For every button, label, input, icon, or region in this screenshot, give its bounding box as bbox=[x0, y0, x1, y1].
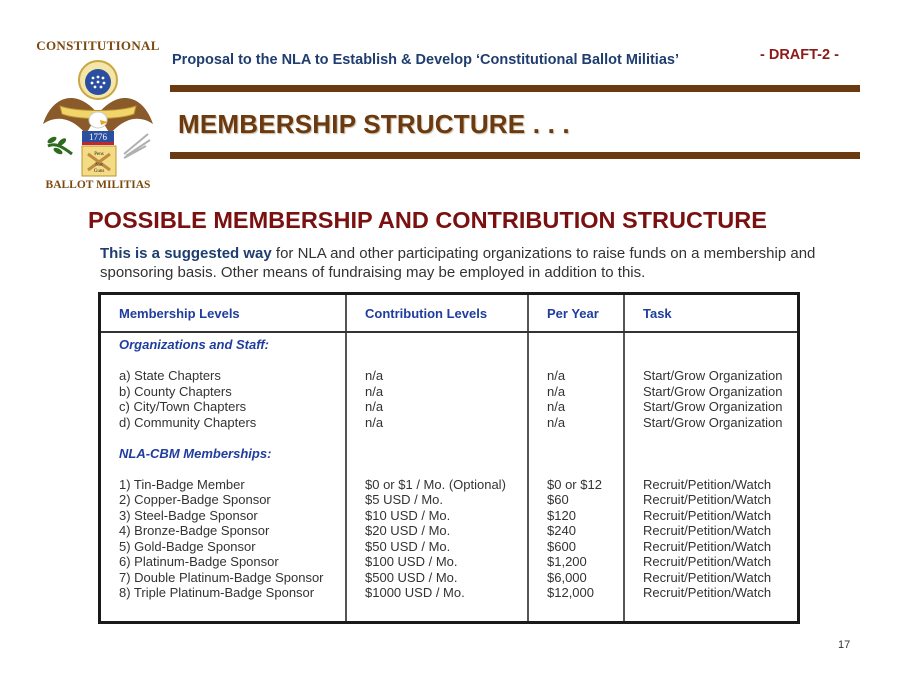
table-cell-contribution: $100 USD / Mo. bbox=[365, 554, 458, 569]
table-cell-task: Recruit/Petition/Watch bbox=[643, 538, 772, 554]
svg-text:Not: Not bbox=[95, 163, 103, 168]
header-divider-top bbox=[170, 85, 860, 92]
table-cell-contribution: n/a bbox=[365, 368, 384, 383]
column-header-task: Task bbox=[624, 294, 799, 333]
table-cell-level: 7) Double Platinum-Badge Sponsor bbox=[119, 569, 324, 585]
intro-emphasis: This is a suggested way bbox=[100, 245, 272, 262]
table-cell-level: d) Community Chapters bbox=[119, 414, 257, 430]
table-cell-task: Recruit/Petition/Watch bbox=[643, 476, 772, 492]
table-cell-per-year: n/a bbox=[547, 414, 566, 430]
eagle-emblem-icon bbox=[38, 54, 158, 179]
table-cell-contribution: $1000 USD / Mo. bbox=[365, 585, 465, 600]
constitutional-ballot-militias-logo bbox=[33, 38, 163, 198]
table-cell-contribution: n/a bbox=[365, 383, 384, 399]
column-header-per-year: Per Year bbox=[528, 294, 624, 333]
table-cell-level: 4) Bronze-Badge Sponsor bbox=[119, 523, 270, 538]
group-title: Organizations and Staff: bbox=[119, 337, 269, 352]
table-cell-level: 3) Steel-Badge Sponsor bbox=[119, 507, 258, 523]
table-cell-task: Start/Grow Organization bbox=[643, 383, 783, 399]
table-cell-per-year: $60 bbox=[547, 492, 569, 507]
draft-label: - DRAFT-2 - bbox=[760, 47, 839, 63]
section-title: MEMBERSHIP STRUCTURE . . . bbox=[178, 109, 570, 139]
logo-year: 1776 bbox=[89, 132, 107, 142]
membership-table bbox=[98, 292, 800, 624]
svg-text:Guns: Guns bbox=[93, 169, 105, 174]
table-cell-task: Recruit/Petition/Watch bbox=[643, 507, 772, 523]
table-cell-task: Start/Grow Organization bbox=[643, 414, 783, 430]
group-title: NLA-CBM Memberships: bbox=[119, 445, 272, 461]
intro-paragraph bbox=[100, 244, 820, 282]
table-cell-level: 8) Triple Platinum-Badge Sponsor bbox=[119, 585, 315, 600]
table-cell-contribution: n/a bbox=[365, 399, 384, 414]
table-cell-contribution: $5 USD / Mo. bbox=[365, 492, 444, 507]
table-cell-per-year: $0 or $12 bbox=[547, 476, 602, 492]
table-header-row bbox=[100, 294, 799, 333]
table-cell-per-year: $6,000 bbox=[547, 569, 587, 585]
per-year-cell bbox=[528, 332, 624, 622]
table-cell-per-year: $12,000 bbox=[547, 585, 594, 600]
table-cell-task: Recruit/Petition/Watch bbox=[643, 569, 772, 585]
table-cell-contribution: $0 or $1 / Mo. (Optional) bbox=[365, 476, 506, 492]
table-cell-level: a) State Chapters bbox=[119, 368, 221, 383]
intro-text: for NLA and other participating organizations to raise funds on a membership and sponsoring basis. Other means of fundraising may be employed in addition to this. bbox=[100, 245, 816, 281]
table-cell-task: Start/Grow Organization bbox=[643, 368, 783, 383]
table-cell-per-year: $120 bbox=[547, 507, 576, 523]
document-header-title: Proposal to the NLA to Establish & Develop ‘Constitutional Ballot Militias’ bbox=[172, 52, 679, 68]
logo-top-text: CONSTITUTIONAL bbox=[36, 38, 160, 53]
logo-bottom-text: BALLOT MILITIAS bbox=[45, 179, 151, 191]
main-heading: POSSIBLE MEMBERSHIP AND CONTRIBUTION STRUCTURE bbox=[88, 207, 767, 233]
table-cell-task: Recruit/Petition/Watch bbox=[643, 585, 772, 600]
table-cell-level: 6) Platinum-Badge Sponsor bbox=[119, 554, 279, 569]
column-header-membership-levels: Membership Levels bbox=[100, 294, 347, 333]
table-cell-task: Start/Grow Organization bbox=[643, 399, 783, 414]
page-number: 17 bbox=[838, 639, 851, 651]
table-cell-contribution: n/a bbox=[365, 414, 384, 430]
table-cell-contribution: $50 USD / Mo. bbox=[365, 538, 451, 554]
table-cell-level: c) City/Town Chapters bbox=[119, 399, 247, 414]
contribution-levels-cell bbox=[346, 332, 528, 622]
membership-levels-cell bbox=[100, 332, 347, 622]
table-cell-level: 2) Copper-Badge Sponsor bbox=[119, 492, 271, 507]
table-cell-level: 5) Gold-Badge Sponsor bbox=[119, 538, 256, 554]
table-cell-contribution: $10 USD / Mo. bbox=[365, 507, 451, 523]
table-cell-per-year: $600 bbox=[547, 538, 576, 554]
table-cell-contribution: $500 USD / Mo. bbox=[365, 569, 458, 585]
table-cell-per-year: $1,200 bbox=[547, 554, 587, 569]
table-cell-per-year: n/a bbox=[547, 368, 566, 383]
table-body-row bbox=[100, 332, 799, 622]
task-cell bbox=[624, 332, 799, 622]
table-cell-task: Recruit/Petition/Watch bbox=[643, 554, 772, 569]
table-cell-task: Recruit/Petition/Watch bbox=[643, 523, 772, 538]
header-divider-bottom bbox=[170, 152, 860, 159]
table-cell-per-year: n/a bbox=[547, 399, 566, 414]
column-header-contribution-levels: Contribution Levels bbox=[346, 294, 528, 333]
table-cell-task: Recruit/Petition/Watch bbox=[643, 492, 772, 507]
svg-text:Pens: Pens bbox=[94, 152, 104, 157]
table-cell-level: b) County Chapters bbox=[119, 383, 232, 399]
table-cell-level: 1) Tin-Badge Member bbox=[119, 476, 245, 492]
table-cell-per-year: n/a bbox=[547, 383, 566, 399]
table-cell-per-year: $240 bbox=[547, 523, 576, 538]
table-cell-contribution: $20 USD / Mo. bbox=[365, 523, 451, 538]
